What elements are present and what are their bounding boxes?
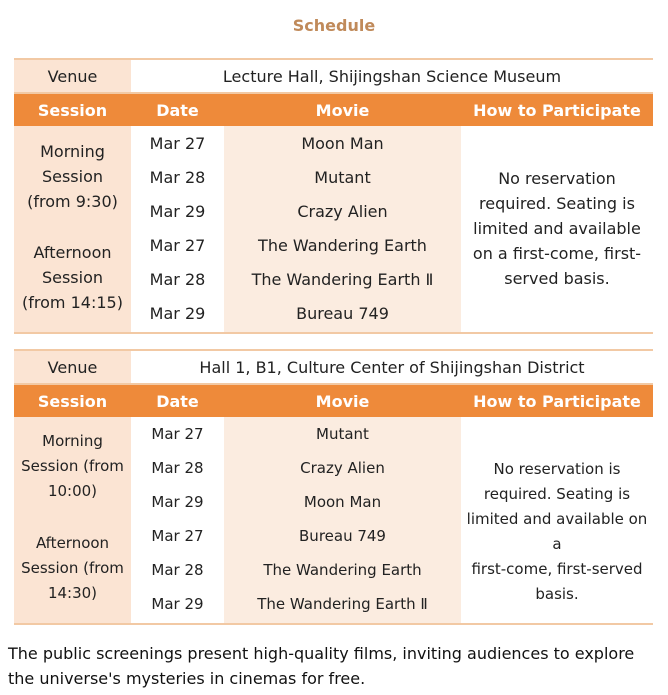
- venue-label: Venue: [14, 60, 131, 92]
- session-line: Afternoon: [33, 243, 112, 262]
- participation-info: [461, 457, 653, 607]
- date-cell: Mar 27: [151, 527, 204, 545]
- header-date: Date: [156, 100, 199, 120]
- venue-value: Hall 1, B1, Culture Center of Shijingshan District: [199, 357, 585, 377]
- how-line: No reservation is: [493, 460, 621, 478]
- header-movie: Movie: [315, 391, 370, 411]
- how-line: on a first-come, first-: [472, 244, 642, 263]
- session-line: Session (from: [21, 457, 124, 475]
- table-row: [131, 126, 461, 160]
- page-title: Schedule: [292, 16, 376, 35]
- movie-cell: The Wandering Earth Ⅱ: [251, 269, 434, 289]
- header-movie: Movie: [315, 100, 370, 120]
- table-header: [14, 94, 653, 126]
- session-line: Session (from: [21, 559, 124, 577]
- date-cell: Mar 28: [149, 269, 206, 289]
- date-cell: Mar 28: [149, 167, 206, 187]
- date-cell: Mar 27: [149, 235, 206, 255]
- movie-cell: Bureau 749: [296, 303, 389, 323]
- table-header: [14, 385, 653, 417]
- venue-row: [14, 349, 653, 385]
- how-line: No reservation: [498, 169, 616, 188]
- date-cell: Mar 27: [151, 425, 204, 443]
- morning-session: [14, 139, 131, 214]
- session-line: 14:30): [47, 584, 98, 602]
- date-cell: Mar 28: [151, 459, 204, 477]
- how-line: first-come, first-served: [471, 560, 643, 578]
- session-line: (from 9:30): [27, 192, 118, 211]
- how-line: basis.: [535, 585, 579, 603]
- table-row: [131, 417, 461, 451]
- table-row: [131, 587, 461, 621]
- table-row: [131, 519, 461, 553]
- table-row: [131, 553, 461, 587]
- date-cell: Mar 29: [151, 493, 204, 511]
- session-line: Session: [41, 268, 104, 287]
- table-row: [131, 228, 461, 262]
- header-session: Session: [37, 100, 108, 120]
- date-cell: Mar 29: [151, 595, 204, 613]
- footer-paragraph: The public screenings present high-quality films, inviting audiences to explore the universe's mysteries in cinemas for free.: [8, 644, 635, 688]
- table-row: [131, 296, 461, 330]
- session-line: Morning: [42, 432, 103, 450]
- table-row: [131, 194, 461, 228]
- header-how: How to Participate: [473, 100, 641, 120]
- movie-cell: Moon Man: [301, 133, 384, 153]
- how-line: required. Seating is: [483, 485, 631, 503]
- movie-cell: Moon Man: [303, 493, 382, 511]
- movie-cell: The Wandering Earth Ⅱ: [257, 595, 428, 613]
- movie-cell: Mutant: [314, 167, 371, 187]
- table-row: [131, 451, 461, 485]
- how-line: limited and available: [473, 219, 641, 238]
- morning-session: [14, 429, 131, 504]
- table-body: [14, 126, 653, 334]
- how-line: limited and available on a: [466, 510, 648, 553]
- movie-cell: Crazy Alien: [300, 459, 385, 477]
- afternoon-session: [14, 240, 131, 315]
- session-line: (from 14:15): [22, 293, 123, 312]
- venue-value: Lecture Hall, Shijingshan Science Museum: [222, 66, 562, 86]
- header-how: How to Participate: [473, 391, 641, 411]
- table-row: [131, 262, 461, 296]
- table-row: [131, 485, 461, 519]
- movie-cell: The Wandering Earth: [258, 235, 427, 255]
- header-session: Session: [37, 391, 108, 411]
- movie-cell: Mutant: [316, 425, 369, 443]
- date-cell: Mar 27: [149, 133, 206, 153]
- movie-cell: The Wandering Earth: [263, 561, 422, 579]
- schedule-table-2: [14, 349, 653, 625]
- movie-cell: Bureau 749: [299, 527, 386, 545]
- table-row: [131, 160, 461, 194]
- afternoon-session: [14, 531, 131, 606]
- how-line: served basis.: [504, 269, 610, 288]
- session-line: Afternoon: [35, 534, 110, 552]
- session-line: 10:00): [47, 482, 98, 500]
- date-cell: Mar 29: [149, 201, 206, 221]
- session-line: Morning: [40, 142, 105, 161]
- venue-row: [14, 58, 653, 94]
- header-date: Date: [156, 391, 199, 411]
- session-line: Session: [41, 167, 104, 186]
- table-body: [14, 417, 653, 625]
- participation-info: [461, 166, 653, 291]
- schedule-table-1: [14, 58, 653, 334]
- how-line: required. Seating is: [479, 194, 635, 213]
- date-cell: Mar 29: [149, 303, 206, 323]
- venue-label: Venue: [14, 351, 131, 383]
- movie-cell: Crazy Alien: [297, 201, 388, 221]
- date-cell: Mar 28: [151, 561, 204, 579]
